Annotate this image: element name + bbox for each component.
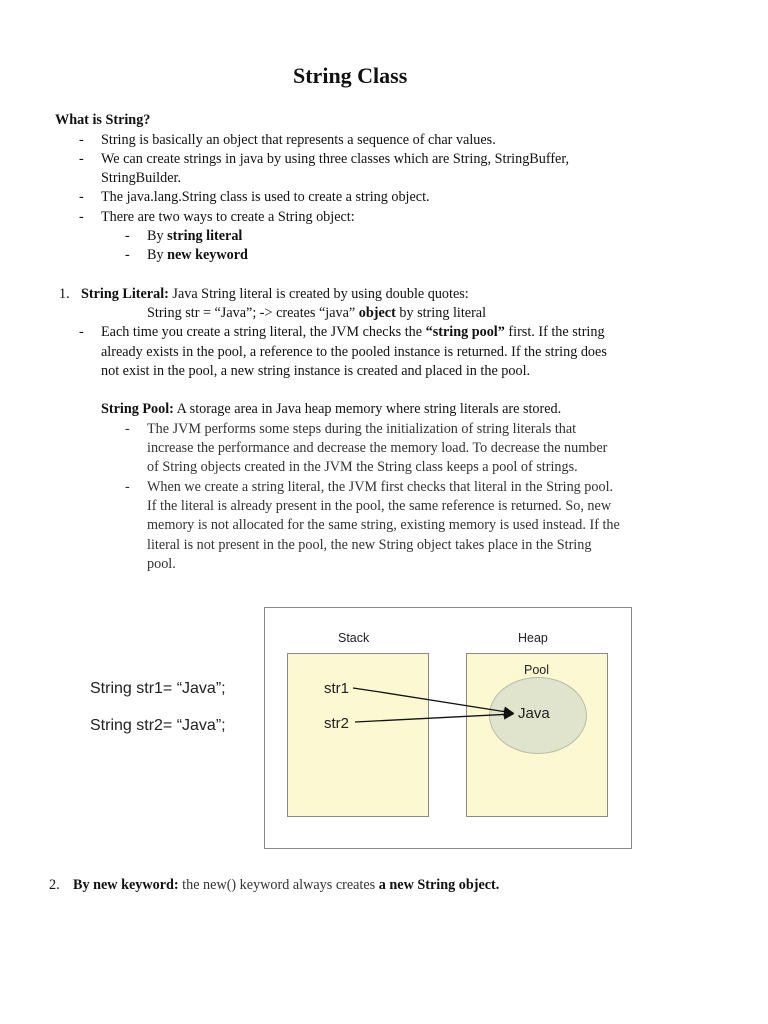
bullet-text: We can create strings in java by using three classes which are String, StringBuffer, bbox=[101, 151, 570, 167]
pool-value-java: Java bbox=[518, 705, 550, 722]
bullet-dash: - bbox=[79, 151, 84, 167]
list-number: 2. bbox=[49, 877, 60, 893]
pool-bullet-line: If the literal is already present in the pool, the same reference is returned. So, new bbox=[147, 498, 612, 514]
list-number: 1. bbox=[59, 286, 70, 302]
stack-box bbox=[287, 653, 429, 817]
pool-bullet-line: When we create a string literal, the JVM first checks that literal in the String pool. bbox=[147, 479, 614, 495]
pool-bullet-line: The JVM performs some steps during the initialization of string literals that bbox=[147, 421, 577, 437]
bullet-text: The java.lang.String class is used to create a string object. bbox=[101, 189, 430, 205]
diagram-code-str1: String str1= “Java”; bbox=[90, 680, 226, 697]
pool-bullet-line: literal is not present in the pool, the new String object takes place in the String bbox=[147, 537, 592, 553]
stack-label: Stack bbox=[338, 631, 370, 645]
string-literal-para-line: Each time you create a string literal, the JVM checks the “string pool” first. If the string bbox=[101, 324, 605, 340]
pool-bullet-line: of String objects created in the JVM the String class keeps a pool of strings. bbox=[147, 459, 578, 475]
bullet-dash: - bbox=[79, 209, 84, 225]
string-literal-code: String str = “Java”; -> creates “java” object by string literal bbox=[147, 305, 487, 321]
bullet-dash: - bbox=[79, 132, 84, 148]
bullet-dash: - bbox=[79, 324, 84, 340]
sub-bullet-string-literal: By string literal bbox=[147, 228, 243, 244]
diagram-code-str2: String str2= “Java”; bbox=[90, 717, 226, 734]
bullet-text-continued: StringBuilder. bbox=[101, 170, 182, 186]
pool-bullet-line: memory is not allocated for the same string, existing memory is used instead. If the bbox=[147, 517, 620, 533]
new-keyword-text: By new keyword: the new() keyword always creates a new String object. bbox=[73, 877, 500, 893]
ref-str1: str1 bbox=[324, 680, 350, 697]
sub-bullet-dash: - bbox=[125, 228, 130, 244]
sub-bullet-dash: - bbox=[125, 247, 130, 263]
bullet-text: There are two ways to create a String object: bbox=[101, 209, 355, 225]
pool-bullet-line: pool. bbox=[147, 556, 176, 572]
string-literal-para-line: not exist in the pool, a new string instance is created and placed in the pool. bbox=[101, 363, 531, 379]
pool-label: Pool bbox=[524, 663, 550, 677]
string-literal-intro: String Literal: Java String literal is created by using double quotes: bbox=[81, 286, 469, 302]
bullet-dash: - bbox=[79, 189, 84, 205]
sub-bullet-dash: - bbox=[125, 421, 130, 437]
string-literal-para-line: already exists in the pool, a reference to the pooled instance is returned. If the string does bbox=[101, 344, 607, 360]
ref-str2: str2 bbox=[324, 715, 350, 732]
bullet-text: String is basically an object that represents a sequence of char values. bbox=[101, 132, 496, 148]
section-heading-what-is-string: What is String? bbox=[55, 112, 151, 128]
pool-bullet-line: increase the performance and decrease the memory load. To decrease the number bbox=[147, 440, 608, 456]
sub-bullet-new-keyword: By new keyword bbox=[147, 247, 248, 263]
heap-label: Heap bbox=[518, 631, 548, 645]
sub-bullet-dash: - bbox=[125, 479, 130, 495]
string-pool-definition: String Pool: A storage area in Java heap memory where string literals are stored. bbox=[101, 401, 562, 417]
page-title: String Class bbox=[293, 63, 408, 88]
